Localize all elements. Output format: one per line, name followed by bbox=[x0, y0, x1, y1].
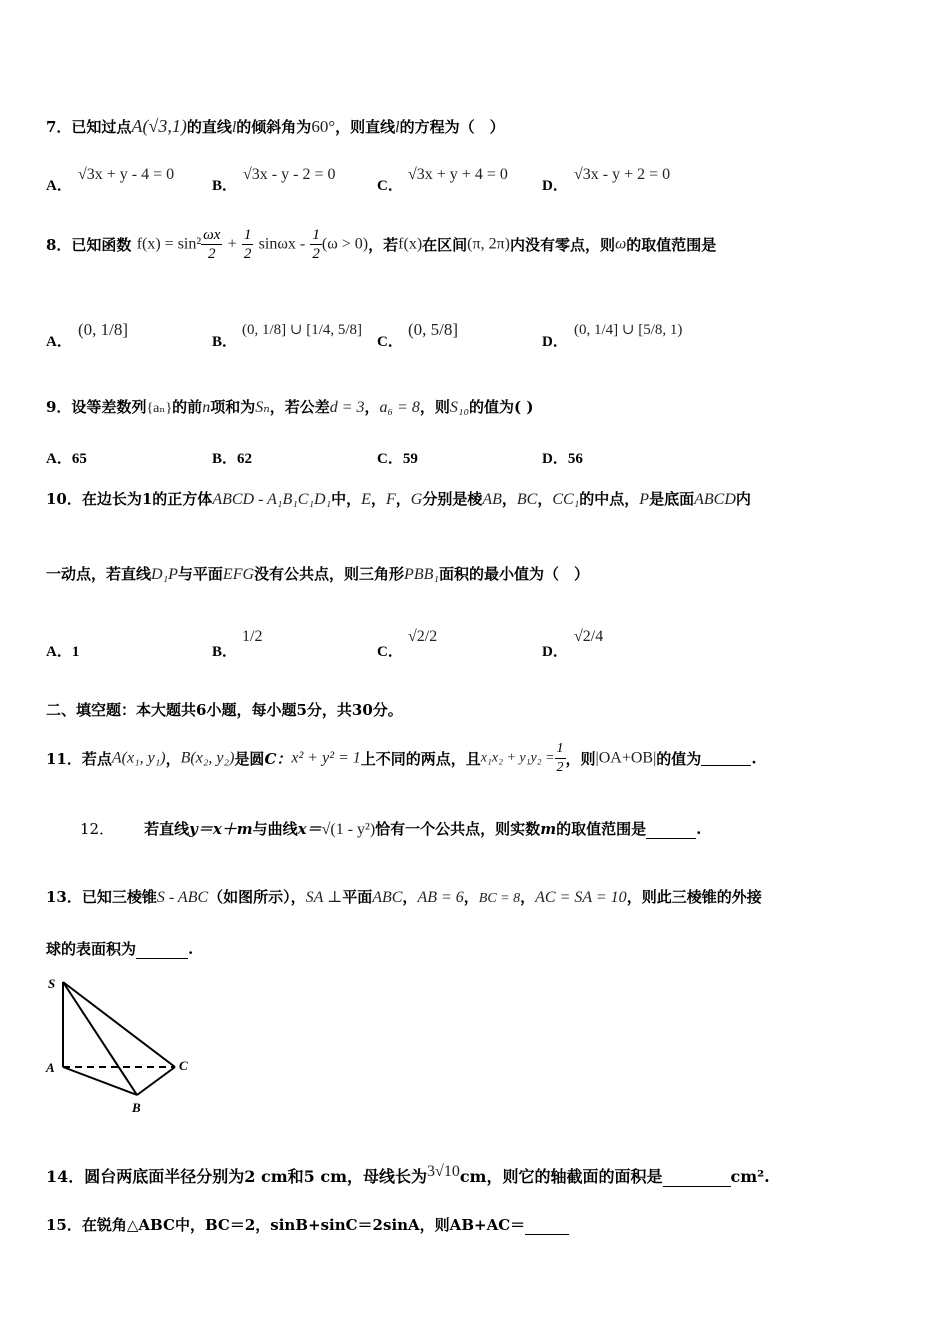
q9-d: d = 3 bbox=[329, 399, 365, 416]
q11-text: 上不同的两点，且 bbox=[360, 750, 481, 768]
q9-option-d[interactable]: D．56 bbox=[542, 451, 583, 467]
q7-line-l: l bbox=[231, 119, 237, 136]
q7-option-a-expr: √3x + y - 4 = 0 bbox=[78, 166, 175, 183]
q11-text: ，则 bbox=[565, 750, 596, 768]
q8-option-a[interactable]: A． bbox=[46, 334, 72, 350]
q8-option-b-expr: (0, 1/8] ∪ [1/4, 5/8] bbox=[242, 322, 363, 338]
q8-text: 的取值范围是 bbox=[626, 236, 717, 254]
q9-option-c[interactable]: C．59 bbox=[377, 451, 418, 467]
q15-text: 15．在锐角△ABC中，BC＝2，sinB+sinC＝2sinA，则AB+AC＝ bbox=[46, 1216, 526, 1234]
q10-ab: AB bbox=[482, 491, 502, 508]
q7-point: A(√3,1) bbox=[131, 116, 187, 136]
q10-option-a[interactable]: A．1 bbox=[46, 644, 80, 660]
edge-bc bbox=[137, 1067, 175, 1095]
q8-text: 8．已知函数 bbox=[46, 236, 132, 254]
q13-ac: AC = SA = 10 bbox=[535, 889, 627, 906]
q11-condition: x₁x₂ + y₁y₂ = bbox=[480, 750, 555, 766]
q13-pyramid-figure bbox=[40, 970, 200, 1120]
q10-option-d[interactable]: D． bbox=[542, 644, 568, 660]
section-heading: 二、填空题：本大题共6小题，每小题5分，共30分。 bbox=[46, 701, 403, 719]
q8-frac-2: $\frac{1}{2}$ bbox=[243, 227, 252, 262]
q13-ab: AB = 6 bbox=[417, 889, 464, 906]
q8-plus: + bbox=[227, 235, 237, 253]
q8-option-b[interactable]: B． bbox=[212, 334, 238, 350]
q9-stem bbox=[46, 396, 533, 417]
q10-options bbox=[46, 616, 906, 666]
q8-option-c-expr: (0, 5/8] bbox=[408, 320, 459, 339]
q11-answer-blank[interactable] bbox=[701, 751, 751, 766]
q14-unit: cm². bbox=[730, 1167, 770, 1186]
q10-text: 的中点， bbox=[579, 490, 640, 508]
q11-text: 11．若点 bbox=[46, 750, 112, 768]
q12-text: 的取值范围是 bbox=[556, 820, 647, 838]
q9-text: 的前 bbox=[172, 398, 203, 416]
q7-option-b-expr: √3x - y - 2 = 0 bbox=[243, 166, 336, 183]
q9-option-b[interactable]: B．62 bbox=[212, 451, 253, 467]
q8-fx: f(x) bbox=[398, 235, 423, 253]
q7-text: 7．已知过点 bbox=[46, 118, 132, 136]
q9-text: ， bbox=[364, 398, 380, 416]
q10-stem-line2 bbox=[46, 563, 589, 584]
label-a: A bbox=[46, 1060, 55, 1075]
q10-cc1: CC₁ bbox=[552, 491, 580, 508]
q13-text: 平面 bbox=[342, 888, 373, 906]
q10-stem-line1: 10．在边长为1的正方体ABCD - A₁B₁C₁D₁中，E，F，G分别是棱AB，BC，CC₁的中点，P是底面ABCD内 bbox=[46, 490, 751, 508]
q11-text: 的值为 bbox=[656, 750, 702, 768]
q10-option-d-value: √2/4 bbox=[574, 628, 604, 645]
q8-function: f(x) = sin² bbox=[136, 235, 202, 253]
q9-option-a[interactable]: A．65 bbox=[46, 451, 87, 467]
q8-frac-1: $\frac{\omega x}{2}$ bbox=[203, 227, 221, 262]
q9-text: ，则 bbox=[419, 398, 450, 416]
q9-n: n bbox=[202, 399, 211, 416]
q7-stem bbox=[46, 116, 505, 137]
q13-pyramid: S - ABC bbox=[156, 889, 209, 906]
q10-efg: EFG bbox=[222, 566, 255, 583]
q10-cube: ABCD - A₁B₁C₁D₁ bbox=[212, 491, 332, 508]
q10-option-b[interactable]: B． bbox=[212, 644, 238, 660]
q9-text: 9．设等差数列 bbox=[46, 398, 147, 416]
q7-option-c-expr: √3x + y + 4 = 0 bbox=[408, 166, 508, 183]
q13-answer-blank[interactable] bbox=[136, 944, 188, 959]
q13-stem-line1: 13．已知三棱锥S - ABC（如图所示），SA ⊥平面ABC，AB = 6，BC = 8，AC = SA = 10，则此三棱锥的外接 bbox=[46, 888, 762, 906]
q10-p: P bbox=[639, 491, 650, 508]
q7-option-c[interactable]: C． bbox=[377, 178, 403, 194]
q7-line-l: l bbox=[395, 119, 400, 136]
q11-text: ， bbox=[165, 750, 181, 768]
q10-g: G bbox=[410, 491, 423, 508]
q12-stem bbox=[80, 818, 701, 839]
q9-a6: a₆ = 8 bbox=[379, 399, 420, 416]
q14-stem bbox=[46, 1164, 770, 1187]
q12-sqrt: √(1 - y²) bbox=[321, 821, 376, 838]
q13-text: （如图所示）， bbox=[208, 888, 306, 906]
q7-angle: 60° bbox=[311, 117, 336, 136]
q8-condition: (ω > 0) bbox=[321, 235, 369, 253]
q14-text: 14．圆台两底面半径分别为2 cm和5 cm，母线长为 bbox=[46, 1167, 428, 1186]
q9-text: 的值为( ) bbox=[469, 398, 534, 416]
q14-text: cm，则它的轴截面的面积是 bbox=[459, 1167, 663, 1186]
q10-text: 中， bbox=[331, 490, 362, 508]
q11-text: . bbox=[751, 749, 757, 768]
q13-plane: ABC bbox=[372, 889, 403, 906]
q8-option-a-expr: (0, 1/8] bbox=[78, 320, 129, 339]
q13-text: 球的表面积为 bbox=[46, 940, 137, 958]
q12-text: . bbox=[696, 820, 702, 838]
q10-option-c[interactable]: C． bbox=[377, 644, 403, 660]
q8-interval: (π, 2π) bbox=[467, 235, 510, 253]
q8-omega: ω bbox=[614, 235, 627, 253]
q10-option-c-value: √2/2 bbox=[408, 628, 438, 645]
q13-stem-line2 bbox=[46, 938, 193, 959]
q7-text: 的方程为（ ） bbox=[399, 118, 505, 136]
q10-text: 分别是棱 bbox=[422, 490, 483, 508]
q11-circle-c: C： bbox=[264, 750, 292, 768]
q10-text: 与平面 bbox=[177, 565, 223, 583]
q8-option-c[interactable]: C． bbox=[377, 334, 403, 350]
q9-s10: S₁₀ bbox=[449, 399, 470, 416]
q13-bc: BC = 8 bbox=[478, 891, 521, 906]
q10-f: F bbox=[385, 491, 396, 508]
q7-option-d-expr: √3x - y + 2 = 0 bbox=[574, 166, 671, 183]
q10-bc: BC bbox=[516, 491, 538, 508]
q10-pbb1: PBB₁ bbox=[404, 566, 439, 583]
q8-text: 内没有零点，则 bbox=[509, 236, 615, 254]
q7-text: 的直线 bbox=[186, 118, 232, 136]
label-b: B bbox=[132, 1100, 141, 1115]
edge-ab bbox=[63, 1067, 137, 1095]
q10-d1p: D₁P bbox=[151, 566, 178, 583]
q10-text: 10．在边长为1的正方体 bbox=[46, 490, 213, 508]
q8-frac-3: $\frac{1}{2}$ bbox=[312, 227, 320, 262]
label-c: C bbox=[179, 1058, 188, 1073]
q15-answer-blank[interactable] bbox=[525, 1220, 569, 1235]
q10-text: 面积的最小值为（ ） bbox=[438, 565, 589, 583]
q7-option-d[interactable]: D． bbox=[542, 178, 568, 194]
q14-length: 3√10 bbox=[427, 1163, 460, 1180]
q13-perp: SA ⊥ bbox=[305, 889, 343, 906]
label-s: S bbox=[48, 976, 56, 991]
q9-sn: Sₙ bbox=[255, 399, 270, 416]
q7-text: 的倾斜角为 bbox=[236, 118, 312, 136]
q12-answer-blank[interactable] bbox=[646, 824, 696, 839]
q14-answer-blank[interactable] bbox=[663, 1172, 731, 1187]
q9-sequence: {aₙ} bbox=[146, 401, 173, 416]
q10-text: 一动点，若直线 bbox=[46, 565, 152, 583]
q13-text: ，则此三棱锥的外接 bbox=[626, 888, 762, 906]
q10-abcd: ABCD bbox=[694, 491, 736, 508]
q10-text: 内 bbox=[735, 490, 751, 508]
q12-m: m bbox=[540, 820, 557, 838]
q11-stem bbox=[46, 740, 757, 776]
q7-text: ，则直线 bbox=[335, 118, 396, 136]
q8-text: ，若 bbox=[368, 236, 399, 254]
q7-option-a[interactable]: A． bbox=[46, 178, 72, 194]
q12-text: 恰有一个公共点，则实数 bbox=[375, 820, 541, 838]
q10-text: 没有公共点，则三角形 bbox=[254, 565, 405, 583]
q11-point-b: B(x₂, y₂) bbox=[180, 749, 235, 767]
q12-text: 若直线 bbox=[144, 820, 190, 838]
q11-text: 是圆 bbox=[234, 750, 265, 768]
q13-text: . bbox=[188, 940, 194, 958]
q12-line: y＝x＋m bbox=[189, 820, 253, 838]
q12-number: 12． bbox=[80, 820, 115, 838]
q10-option-b-value: 1/2 bbox=[242, 628, 263, 645]
q11-circle-eq: x² + y² = 1 bbox=[291, 749, 361, 767]
q8-text: 在区间 bbox=[422, 236, 468, 254]
q11-vector-sum: |OA+OB| bbox=[595, 749, 657, 767]
q9-text: ，若公差 bbox=[269, 398, 330, 416]
q12-curve: x＝ bbox=[297, 820, 322, 838]
q12-text: 与曲线 bbox=[252, 820, 298, 838]
q11-half: $\frac{1}{2}$ bbox=[556, 741, 564, 775]
q7-option-b[interactable]: B． bbox=[212, 178, 238, 194]
q13-text: 13．已知三棱锥 bbox=[46, 888, 157, 906]
q9-text: 项和为 bbox=[210, 398, 256, 416]
q10-text: 是底面 bbox=[649, 490, 695, 508]
q8-option-d[interactable]: D． bbox=[542, 334, 568, 350]
q8-option-d-expr: (0, 1/4] ∪ [5/8, 1) bbox=[574, 322, 683, 338]
q8-stem bbox=[46, 226, 716, 270]
q10-e: E bbox=[361, 491, 371, 508]
q8-options bbox=[46, 306, 906, 356]
q11-point-a: A(x₁, y₁) bbox=[111, 749, 166, 767]
edge-sc bbox=[63, 982, 175, 1067]
q8-sin: sinωx - bbox=[258, 235, 306, 253]
edge-sb bbox=[63, 982, 137, 1095]
q9-options bbox=[46, 447, 906, 467]
q15-stem bbox=[46, 1214, 569, 1235]
